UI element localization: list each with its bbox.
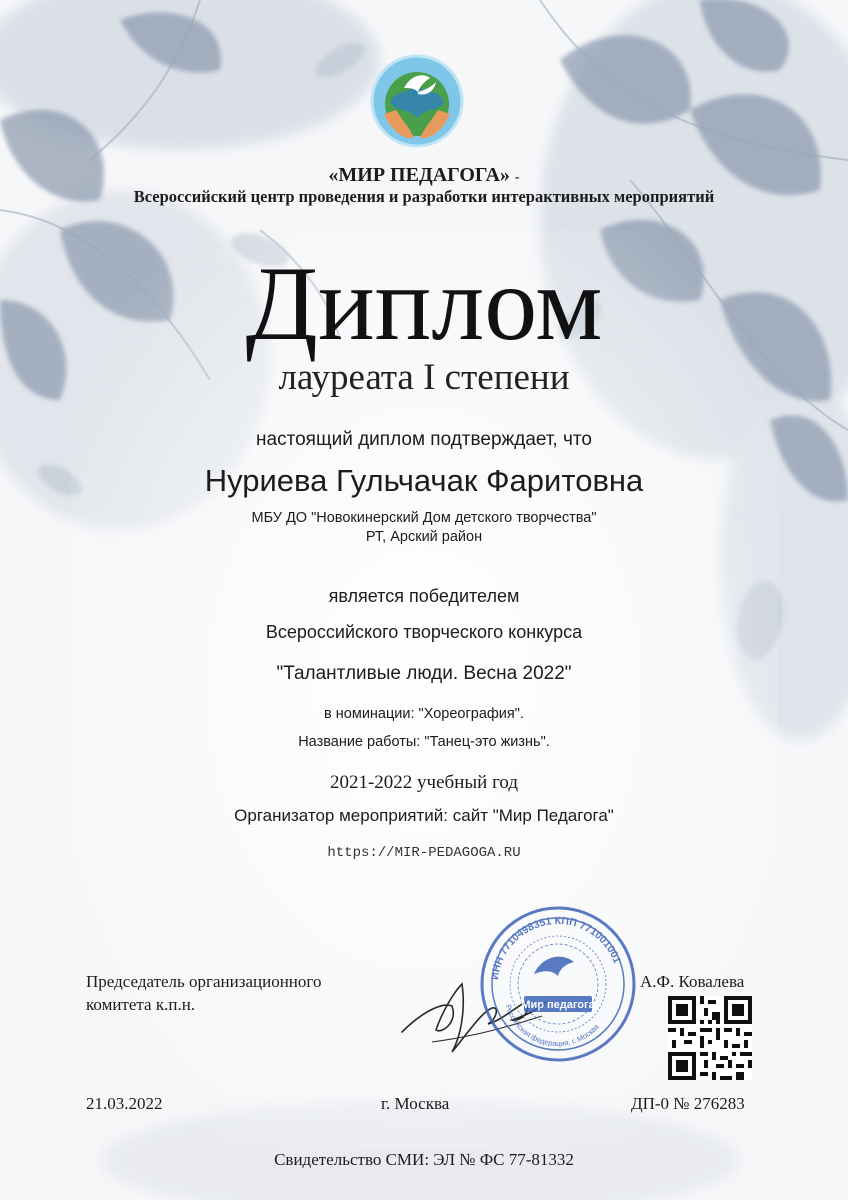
school-year: 2021-2022 учебный год — [329, 772, 519, 793]
issue-city: г. Москва — [381, 1094, 450, 1113]
recipient-name: Нуриева Гульчачак Фаритовна — [204, 463, 644, 498]
stamp-center-text: Мир педагога — [521, 999, 595, 1011]
confirms-text: настоящий диплом подтверждает, что — [256, 429, 592, 450]
organization-name: «МИР ПЕДАГОГА» — [328, 164, 510, 186]
issue-date: 21.03.2022 — [86, 1094, 163, 1113]
globe-hands-dove-logo — [370, 54, 464, 148]
work-title: Название работы: "Танец-это жизнь". — [298, 734, 550, 750]
organization-header — [0, 164, 848, 187]
media-registration: Свидетельство СМИ: ЭЛ № ФС 77-81332 — [274, 1150, 574, 1169]
institution: МБУ ДО "Новокинерский Дом детского творчества" — [251, 510, 597, 526]
website-link[interactable]: https://MIR-PEDAGOGA.RU — [327, 845, 521, 861]
diploma-number: ДП-0 № 276283 — [631, 1094, 745, 1113]
diploma-title: Диплом — [245, 245, 603, 362]
signer-name: А.Ф. Ковалева — [640, 972, 745, 991]
diploma-degree: лауреата I степени — [278, 357, 570, 398]
qr-code[interactable] — [668, 996, 752, 1080]
signer-position-line1: Председатель организационного — [86, 972, 322, 991]
status-text: является победителем — [328, 586, 520, 606]
organization-dash: - — [514, 170, 520, 185]
contest-name: "Талантливые люди. Весна 2022" — [276, 663, 572, 684]
stamp-ring-text: ИНН 7710498351 КПП 771001001 — [489, 914, 623, 981]
organization-subtitle: Всероссийский центр проведения и разработки интерактивных мероприятий — [133, 187, 715, 206]
organizer: Организатор мероприятий: сайт "Мир Педагога" — [234, 806, 614, 825]
region: РТ, Арский район — [365, 529, 483, 545]
contest-type: Всероссийского творческого конкурса — [265, 622, 583, 642]
stamp-bottom-text: Российская федерация, г. Москва — [503, 1003, 601, 1049]
official-stamp — [478, 904, 638, 1064]
nomination: в номинации: "Хореография". — [324, 706, 524, 722]
signer-position-line2: комитета к.п.н. — [86, 995, 196, 1014]
